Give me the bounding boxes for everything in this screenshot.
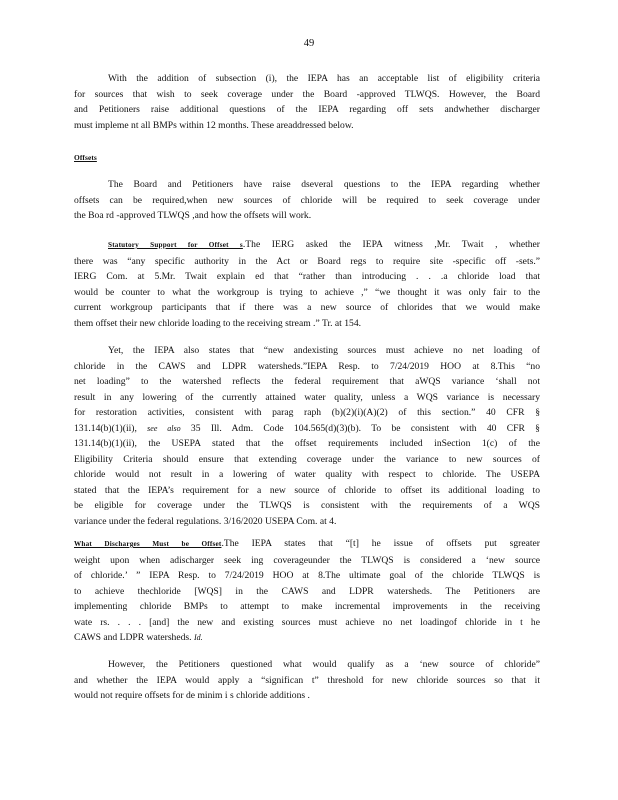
see-also-signal: see also bbox=[147, 423, 181, 433]
paragraph-line: and whether the IEPA would apply a “significan t” threshold for new chloride sources so that it bbox=[74, 674, 540, 686]
paragraph-line: for sources that wish to seek coverage under the Board -approved TLWQS. However, the Board bbox=[74, 88, 540, 100]
paragraph-what-discharges bbox=[74, 536, 540, 646]
paragraph-line: With the addition of subsection (i), the IEPA has an acceptable list of eligibility criteria bbox=[108, 73, 540, 84]
paragraph-line: offsets can be required,when new sources of chloride will be required to seek coverage under bbox=[74, 194, 540, 206]
line-text: 131.14(b)(1)(ii), bbox=[74, 422, 137, 434]
paragraph-statutory-support bbox=[74, 237, 540, 331]
paragraph-line: chloride would not result in a lowering of water quality with respect to chloride. The USEPA bbox=[74, 469, 540, 480]
paragraph-line: However, the Petitioners questioned what would qualify as a ‘new source of chloride” bbox=[108, 659, 540, 670]
run-in-heading: What Discharges Must be Offset bbox=[74, 540, 222, 548]
paragraph-line: implementing chloride BMPs to attempt to make incremental improvements in the receiving bbox=[74, 601, 540, 612]
paragraph-line: them offset their new chloride loading to the receiving stream .” Tr. at 154. bbox=[74, 317, 362, 329]
paragraph-line: variance under the federal regulations. 3/16/2020 USEPA Com. at 4. bbox=[74, 515, 337, 527]
paragraph-line: The Board and Petitioners have raise dseveral questions to the IEPA regarding whether bbox=[108, 179, 540, 190]
paragraph-line bbox=[74, 421, 540, 437]
line-text: 35 Ill. Adm. Code 104.565(d)(3)(b). To be consistent with 40 CFR § bbox=[190, 422, 540, 434]
paragraph-line: result in any lowering of the currently attained water quality, unless a WQS variance is necessary bbox=[74, 391, 540, 403]
paragraph-line: for restoration activities, consistent with parag raph (b)(2)(i)(A)(2) of this section.” 40 CFR § bbox=[74, 407, 540, 418]
paragraph-line: weight upon when adischarger seek ing coverageunder the TLWQS is considered a ‘new source bbox=[74, 554, 540, 566]
paragraph-line: Eligibility Criteria should ensure that extending coverage under the variance to new sources of bbox=[74, 453, 540, 465]
line-text: .The IERG asked the IEPA witness ,Mr. Twait , whether bbox=[242, 239, 541, 250]
paragraph-line: of chloride.’ ” IEPA Resp. to 7/24/2019 HOO at 8.The ultimate goal of the chloride TLWQS is bbox=[74, 570, 540, 581]
paragraph-line: there was “any specific authority in the Act or Board regs to require site -specific off -sets.” bbox=[74, 255, 540, 267]
run-in-heading: Statutory Support for Offset s bbox=[108, 241, 243, 249]
paragraph-line: the Boa rd -approved TLWQS ,and how the offsets will work. bbox=[74, 210, 312, 221]
paragraph-new-source-question bbox=[74, 657, 540, 704]
paragraph-line: to achieve thechloride [WQS] in the CAWS and LDPR watersheds. The Petitioners are bbox=[74, 585, 540, 597]
paragraph-subsection-i bbox=[74, 71, 540, 133]
paragraph-line: would be counter to what the workgroup is trying to achieve ,” “we thought it was only fair to the bbox=[74, 286, 540, 298]
paragraph-line: net loading” to the watershed reflects the federal requirement that aWQS variance ‘shall not bbox=[74, 376, 540, 387]
paragraph-line: Yet, the IEPA also states that “new andexisting sources must achieve no net loading of bbox=[108, 345, 540, 356]
paragraph-line: must impleme nt all BMPs within 12 months. These areaddressed below. bbox=[74, 119, 354, 131]
paragraph-line bbox=[74, 536, 540, 553]
paragraph-line: be eligible for coverage under the TLWQS is consistent with the requirements of a WQS bbox=[74, 500, 540, 511]
line-text: .The IEPA states that “[t] he issue of offsets put sgreater bbox=[221, 538, 540, 549]
line-text: CAWS and LDPR watersheds. bbox=[74, 632, 192, 643]
paragraph-line: current workgroup participants that if there was a new source of chlorides that we would make bbox=[74, 302, 540, 313]
paragraph-line: IERG Com. at 5.Mr. Twait explain ed that “rather than introducing . . .a chloride load that bbox=[74, 271, 540, 282]
paragraph-line: chloride in the CAWS and LDPR watersheds.”IEPA Resp. to 7/24/2019 HOO at 8.This “no bbox=[74, 360, 540, 372]
heading-text: Offsets bbox=[74, 153, 97, 162]
paragraph-line: would not require offsets for de minim i s chloride additions . bbox=[74, 690, 310, 701]
paragraph-board-questions bbox=[74, 177, 540, 224]
section-heading-offsets bbox=[74, 150, 540, 166]
paragraph-line: and Petitioners raise additional questions of the IEPA regarding off sets andwhether discharger bbox=[74, 104, 540, 115]
paragraph-line bbox=[74, 630, 540, 646]
paragraph-line: wate rs. . . . [and] the new and existing sources must achieve no net loadingof chloride in t he bbox=[74, 616, 540, 628]
paragraph-line bbox=[74, 237, 540, 254]
page-number: 49 bbox=[303, 38, 315, 49]
paragraph-line: 131.14(b)(1)(ii), the USEPA stated that the offset requirements included inSection 1(c) of the bbox=[74, 438, 540, 449]
paragraph-line: stated that the IEPA’s requirement for a new source of chloride to offset its additional loading to bbox=[74, 484, 540, 496]
paragraph-no-net-loading bbox=[74, 343, 540, 529]
id-citation: Id. bbox=[193, 633, 203, 642]
